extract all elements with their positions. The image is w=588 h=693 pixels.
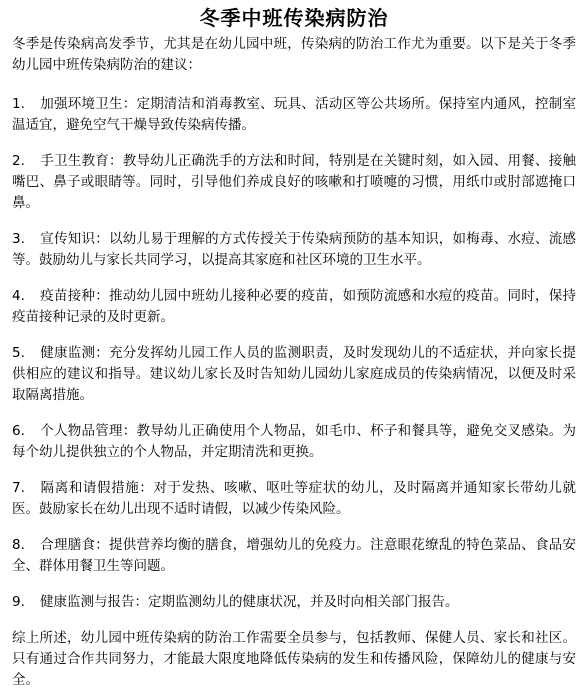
list-item (12, 151, 576, 214)
item-text: 个人物品管理：教导幼儿正确使用个人物品，如毛巾、杯子和餐具等，避免交叉感染。为每个幼儿提供独立的个人物品，并定期清洗和更换。 (12, 423, 576, 460)
item-number: 8. (12, 537, 25, 553)
item-text: 宣传知识：以幼儿易于理解的方式传授关于传染病预防的基本知识，如梅毒、水痘、流感等。鼓励幼儿与家长共同学习，以提高其家庭和社区环境的卫生水平。 (12, 231, 576, 268)
item-text: 手卫生教育：教导幼儿正确洗手的方法和时间，特别是在关键时刻，如入园、用餐、接触嘴巴、鼻子或眼睛等。同时，引导他们养成良好的咳嗽和打喷嚏的习惯，用纸巾或肘部遮掩口鼻。 (12, 153, 576, 211)
list-item (12, 229, 576, 271)
item-number: 1. (12, 96, 25, 112)
list-item (12, 94, 576, 136)
item-text: 合理膳食：提供营养均衡的膳食，增强幼儿的免疫力。注意眼花缭乱的特色菜品、食品安全、群体用餐卫生等问题。 (12, 537, 576, 574)
item-text: 健康监测：充分发挥幼儿园工作人员的监测职责，及时发现幼儿的不适症状，并向家长提供相应的建议和指导。建议幼儿家长及时告知幼儿园幼儿家庭成员的传染病情况，以便及时采取隔离措施。 (12, 345, 576, 403)
item-number: 5. (12, 345, 25, 361)
item-number: 6. (12, 423, 25, 439)
item-number: 7. (12, 480, 25, 496)
list-item (12, 421, 576, 463)
list-item (12, 535, 576, 577)
item-number: 2. (12, 153, 25, 169)
item-text: 健康监测与报告：定期监测幼儿的健康状况，并及时向相关部门报告。 (40, 594, 459, 610)
item-number: 4. (12, 288, 25, 304)
item-number: 3. (12, 231, 25, 247)
list-item (12, 478, 576, 520)
page-title: 冬季中班传染病防治 (199, 6, 389, 30)
intro-paragraph: 冬季是传染病高发季节，尤其是在幼儿园中班，传染病的防治工作尤为重要。以下是关于冬季幼儿园中班传染病防治的建议： (12, 36, 576, 73)
item-number: 9. (12, 594, 25, 610)
item-text: 疫苗接种：推动幼儿园中班幼儿接种必要的疫苗，如预防流感和水痘的疫苗。同时，保持疫苗接种记录的及时更新。 (12, 288, 576, 325)
item-text: 隔离和请假措施：对于发热、咳嗽、呕吐等症状的幼儿，及时隔离并通知家长带幼儿就医。鼓励家长在幼儿出现不适时请假，以减少传染风险。 (12, 480, 576, 517)
list-item (12, 343, 576, 406)
list-item (12, 286, 576, 328)
item-text: 加强环境卫生：定期清洁和消毒教室、玩具、活动区等公共场所。保持室内通风，控制室温适宜，避免空气干燥导致传染病传播。 (12, 96, 576, 133)
conclusion-paragraph: 综上所述，幼儿园中班传染病的防治工作需要全员参与，包括教师、保健人员、家长和社区。只有通过合作共同努力，才能最大限度地降低传染病的发生和传播风险，保障幼儿的健康与安全。 (12, 630, 576, 688)
list-item (12, 592, 576, 613)
